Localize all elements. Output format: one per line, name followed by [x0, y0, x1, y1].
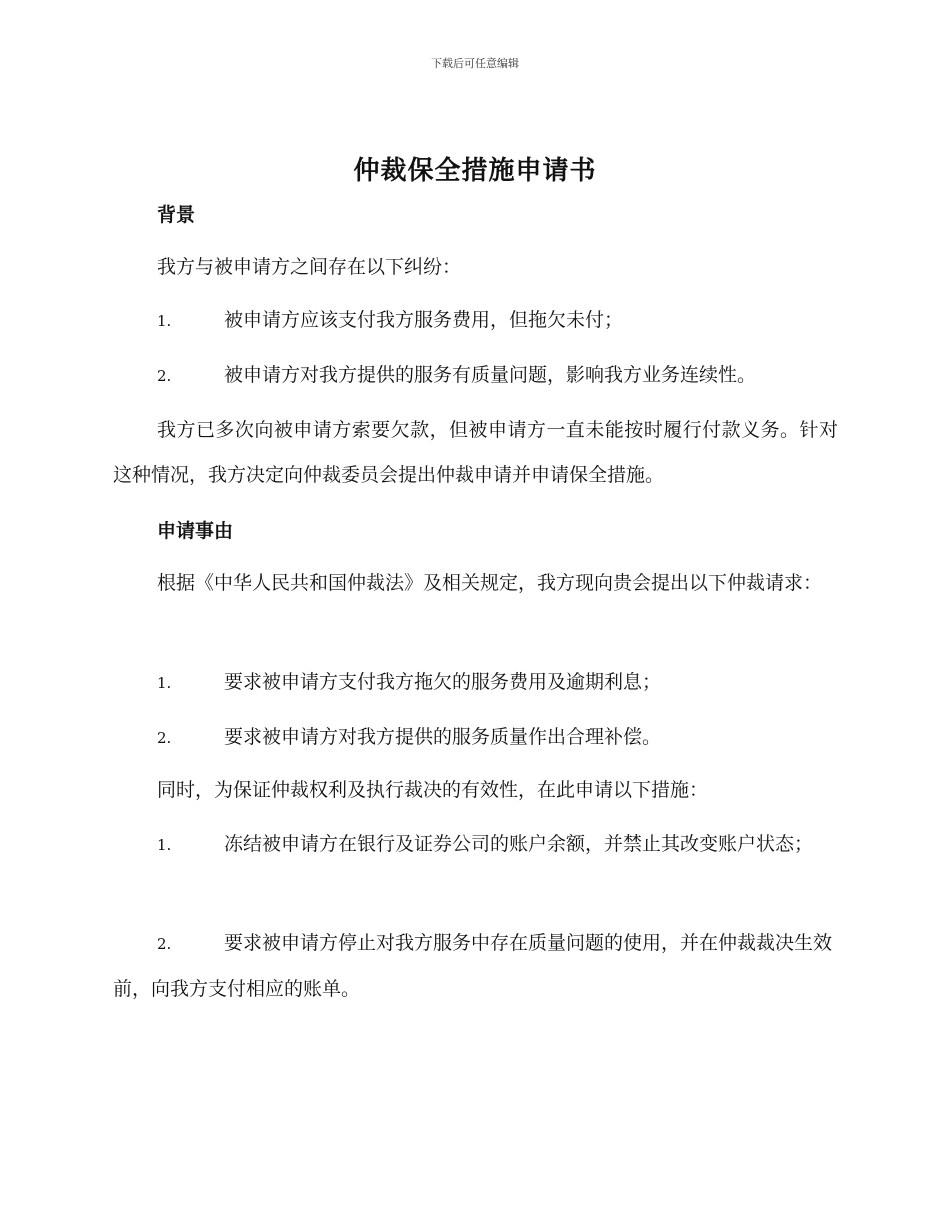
list-item-number: 1. — [157, 836, 172, 854]
list-item-text: 被申请方应该支付我方服务费用，但拖欠未付； — [224, 309, 624, 331]
list-item — [113, 715, 838, 761]
background-intro: 我方与被申请方之间存在以下纠纷： — [157, 256, 462, 278]
list-item-number: 1. — [157, 674, 172, 692]
list-item-text: 要求被申请方支付我方拖欠的服务费用及逾期利息； — [224, 671, 662, 693]
section-heading-grounds: 申请事由 — [157, 520, 234, 542]
grounds-intro: 根据《中华人民共和国仲裁法》及相关规定，我方现向贵会提出以下仲裁请求： — [157, 572, 823, 594]
measures-intro: 同时，为保证仲裁权利及执行裁决的有效性，在此申请以下措施： — [157, 779, 709, 801]
list-item-number: 2. — [157, 935, 172, 953]
list-item-number: 1. — [157, 312, 172, 330]
background-conclusion: 我方已多次向被申请方索要欠款，但被申请方一直未能按时履行付款义务。针对这种情况，我方决定向仲裁委员会提出仲裁申请并申请保全措施。 — [113, 419, 838, 486]
document-title: 仲裁保全措施申请书 — [353, 156, 597, 186]
list-item — [113, 822, 838, 868]
list-item-number: 2. — [157, 367, 172, 385]
list-item — [113, 298, 838, 344]
list-item-text: 要求被申请方对我方提供的服务质量作出合理补偿。 — [224, 726, 662, 748]
list-item-text: 冻结被申请方在银行及证券公司的账户余额，并禁止其改变账户状态； — [224, 833, 814, 855]
list-item-text: 被申请方对我方提供的服务有质量问题，影响我方业务连续性。 — [224, 364, 757, 386]
list-item — [113, 353, 838, 399]
section-heading-background: 背景 — [157, 204, 196, 226]
header-note: 下载后可任意编辑 — [431, 57, 519, 70]
list-item — [113, 921, 838, 1012]
list-item-number: 2. — [157, 729, 172, 747]
list-item — [113, 660, 838, 706]
list-item-text: 要求被申请方停止对我方服务中存在质量问题的使用，并在仲裁裁决生效前，向我方支付相应的账单。 — [113, 932, 833, 1000]
